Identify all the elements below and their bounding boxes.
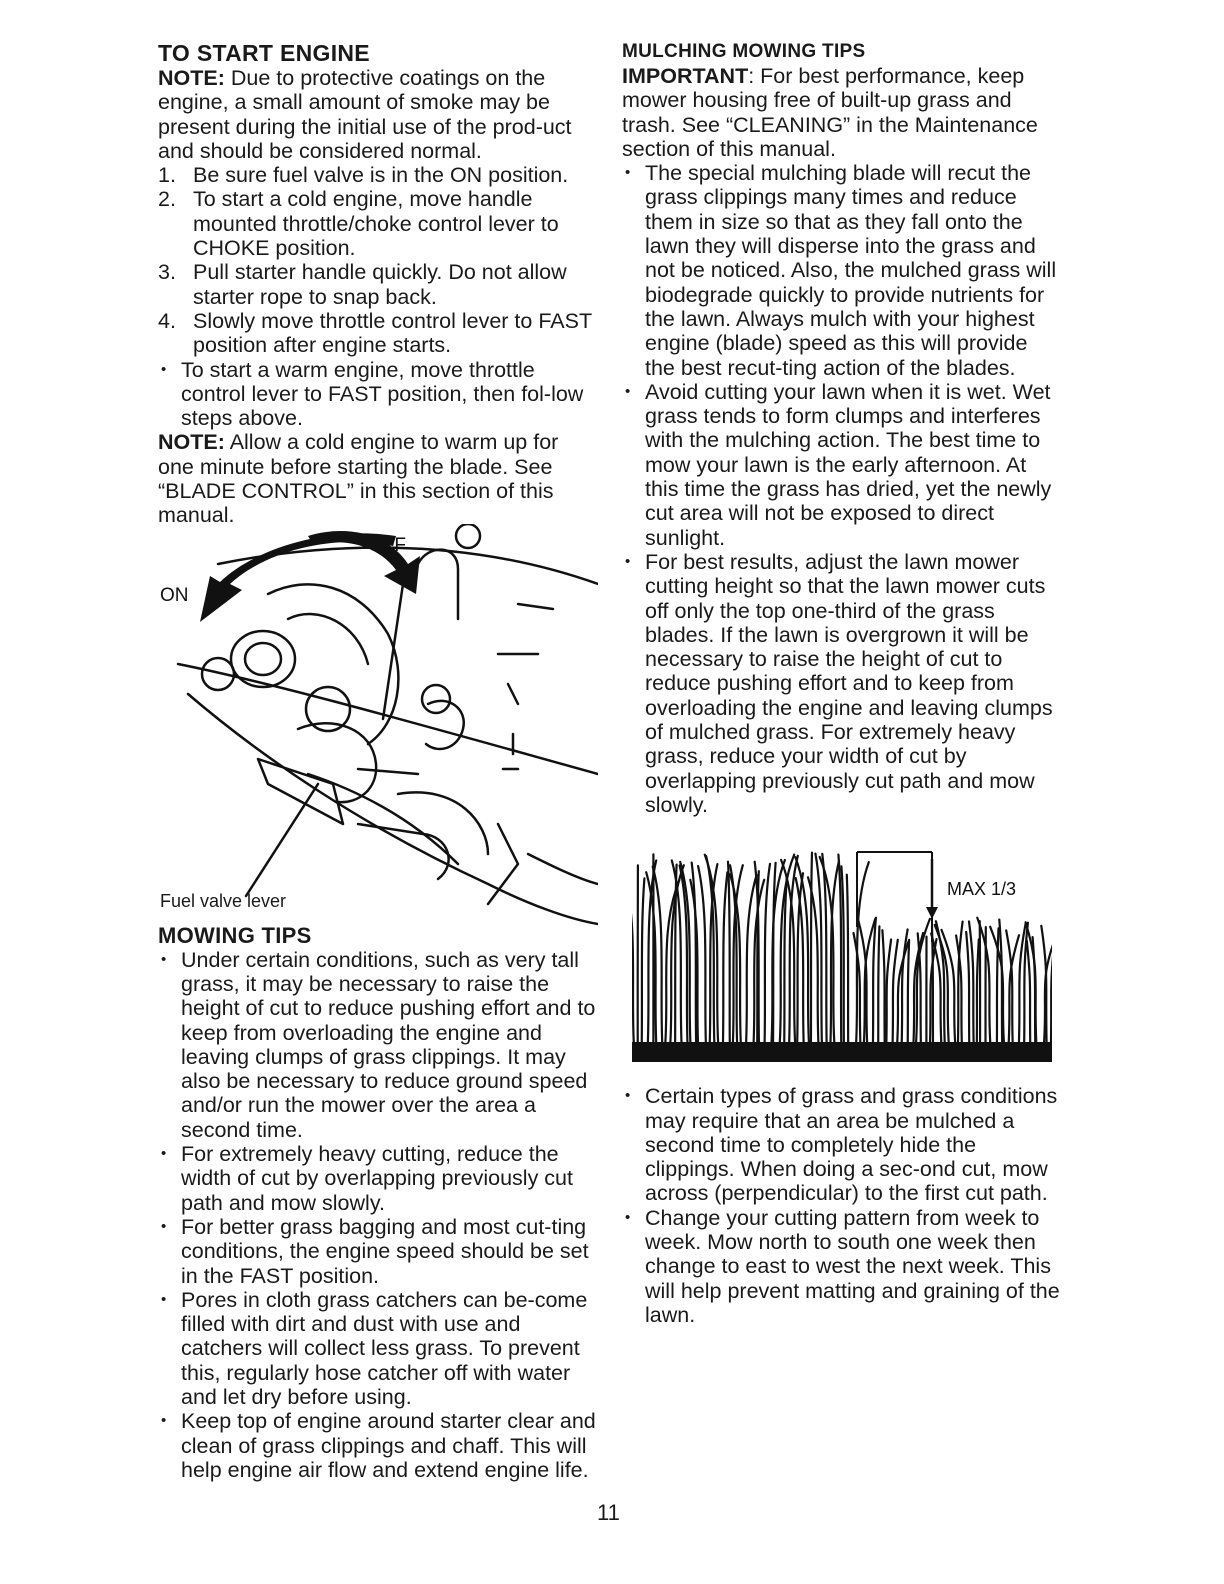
mulching-tips-list-2: [622, 1084, 1062, 1327]
grass-blade: [830, 861, 839, 1047]
important-note: [622, 64, 1062, 161]
list-item: • Keep top of engine around starter clear and clean of grass clippings and chaff. This will help engine air flow and extend engine life.: [158, 1409, 598, 1482]
list-item: • Under certain conditions, such as very tall grass, it may be necessary to raise the height of cut to reduce pushing effort and to keep from overloading the engine and leaving clumps of grass clippings. It may also be necessary to reduce ground speed and/or run the mower over the area a second time.: [158, 948, 598, 1142]
left-column: [158, 40, 598, 1482]
grass-blade: [675, 865, 677, 1047]
grass-blade: [847, 875, 848, 1047]
grass-illustration: [632, 847, 1052, 1062]
warmup-note: [158, 430, 598, 527]
list-item: • Avoid cutting your lawn when it is wet. Wet grass tends to form clumps and interferes with the mulching action. The best time to mow your lawn is the early afternoon. At this time the grass has dried, yet the newly cut area will not be exposed to direct sunlight.: [622, 380, 1062, 550]
mowing-tips-list: [158, 948, 598, 1483]
grass-blade: [882, 930, 884, 1047]
grass-blade: [977, 940, 979, 1048]
grass-blade: [672, 861, 682, 1048]
mulching-tips-list: [622, 161, 1062, 817]
page-number: 11: [597, 1500, 620, 1525]
note-label: NOTE:: [158, 430, 225, 455]
grass-blade: [698, 866, 706, 1047]
list-item: 4. Slowly move throttle control lever to FAST position after engine starts.: [158, 308, 592, 358]
fuel-valve-caption: Fuel valve lever: [160, 890, 287, 911]
grass-blade: [822, 854, 826, 1047]
grass-blade: [932, 926, 933, 1047]
fuel-valve-illustration: [158, 524, 598, 944]
grass-blade: [873, 918, 876, 1047]
note-label: NOTE:: [158, 66, 225, 90]
grass-blade: [886, 940, 891, 1048]
list-item: • Change your cutting pattern from week to week. Mow north to south one week then change to east to west the next week. This will help prevent matting and graining of the lawn.: [622, 1206, 1062, 1327]
important-text: : For best performance, keep mower housing free of built-up grass and trash. See “CLEANING” in the Maintenance section of this manual.: [622, 64, 1038, 161]
max-label: MAX 1/3: [947, 879, 1017, 900]
grass-blade: [811, 853, 812, 1047]
on-label: ON: [160, 584, 189, 606]
grass-blade: [808, 878, 819, 1048]
fuel-valve-figure: [158, 524, 598, 944]
grass-blade: [878, 927, 879, 1048]
off-label: OFF: [368, 534, 406, 556]
start-engine-heading: TO START ENGINE: [158, 40, 370, 66]
list-item: • Certain types of grass and grass conditions may require that an area be mulched a second time to completely hide the clippings. When doing a sec-ond cut, mow across (perpendicular) to the first cut path.: [622, 1084, 1062, 1205]
list-item: • Pores in cloth grass catchers can be-come filled with dirt and dust with use and catchers will collect less grass. To prevent this, regularly hose catcher off with water and let dry before using.: [158, 1288, 598, 1409]
warm-engine-list: [158, 358, 598, 431]
start-steps-list: [158, 163, 598, 357]
grass-blade: [642, 879, 645, 1048]
note-text: Due to protective coatings on the engine, a small amount of smoke may be present during the initial use of the prod-uct and should be considered normal.: [158, 66, 572, 163]
grass-height-figure: [632, 847, 1052, 1062]
grass-blade: [1051, 940, 1052, 1047]
list-item: • The special mulching blade will recut the grass clippings many times and reduce them in size so that as they fall onto the lawn they will disperse into the grass and not be noticed. Also, the mulched grass will biodegrade quickly to provide nutrients for the lawn. Always mulch with your highest engine (blade) speed as this will provide the best recut-ting action of the blades.: [622, 161, 1062, 380]
grass-blade: [1027, 941, 1031, 1047]
note-text: Allow a cold engine to warm up for one minute before starting the blade. See “BLADE CONTROL” in this section of this manual.: [158, 430, 559, 528]
grass-blade: [773, 863, 776, 1047]
grass-blade: [765, 864, 771, 1047]
grass-blade: [784, 878, 787, 1047]
list-item: • To start a warm engine, move throttle control lever to FAST position, then fol-low steps above.: [158, 358, 598, 431]
list-item: • For best results, adjust the lawn mower cutting height so that the lawn mower cuts off only the top one-third of the grass blades. If the lawn is overgrown it will be necessary to raise the height of cut to reduce pushing effort and to keep from overloading the engine and leaving clumps of mulched grass. For extremely heavy grass, reduce your width of cut by overlapping previously cut path and mow slowly.: [622, 550, 1062, 817]
list-item: 3. Pull starter handle quickly. Do not allow starter rope to snap back.: [158, 260, 567, 309]
grass-blade: [838, 855, 841, 1047]
list-item: 1. Be sure fuel valve is in the ON position.: [158, 163, 569, 188]
grass-blade: [966, 932, 969, 1047]
grass-blade: [690, 880, 698, 1047]
grass-blade: [728, 862, 730, 1047]
right-column: [622, 40, 1062, 1327]
start-engine-note: [158, 66, 598, 163]
grass-blade: [999, 920, 1002, 1047]
mowing-tips-heading: MOWING TIPS: [158, 922, 312, 948]
list-item: 2. To start a cold engine, move handle mounted throttle/choke control lever to CHOKE position.: [158, 187, 559, 261]
important-label: IMPORTANT: [622, 64, 749, 88]
grass-blade: [632, 869, 634, 1047]
grass-blade: [908, 940, 909, 1047]
list-item: • For better grass bagging and most cut-ting conditions, the engine speed should be set in the FAST position.: [158, 1215, 598, 1288]
grass-blade: [723, 873, 728, 1048]
list-item: • For extremely heavy cutting, reduce the width of cut by overlapping previously cut path and mow slowly.: [158, 1142, 598, 1215]
mulching-heading: MULCHING MOWING TIPS: [622, 41, 866, 62]
grass-blade: [705, 855, 719, 1047]
